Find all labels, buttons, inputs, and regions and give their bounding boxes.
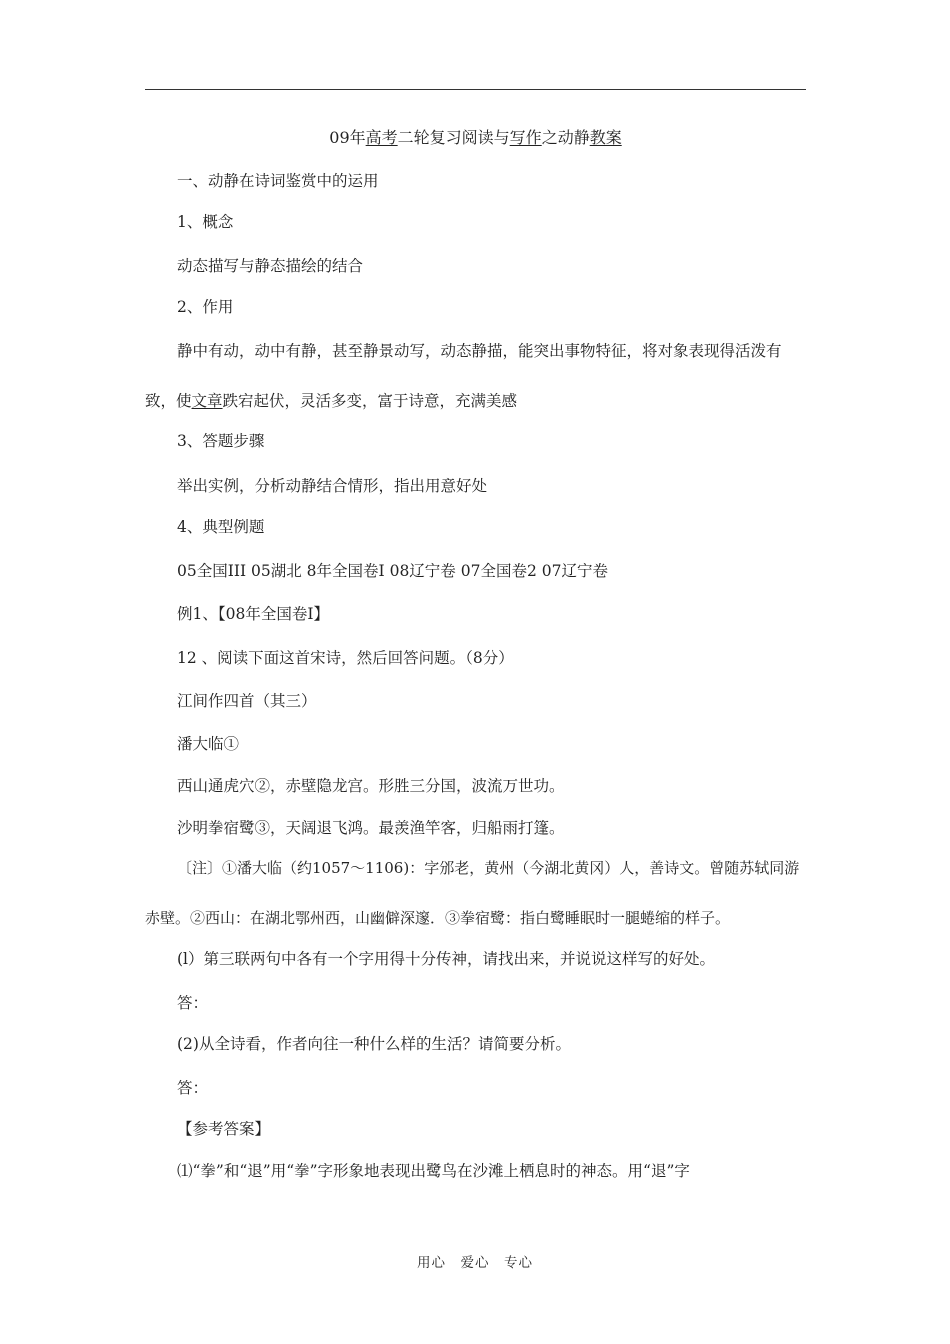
poem-title: 江间作四首（其三） [177,692,317,710]
question-1: (l）第三联两句中各有一个字用得十分传神，请找出来，并说说这样写的好处。 [177,950,716,968]
title-text: 之动静 [541,128,590,147]
paragraph: 05全国III 05湖北 8年全国卷Ⅰ 08辽宁卷 07全国卷2 07辽宁卷 [177,562,608,580]
paragraph: 举出实例，分析动静结合情形，指出用意好处 [177,477,488,495]
answer-label: 答： [177,994,209,1012]
document-title [145,125,806,148]
paragraph: 动态描写与静态描绘的结合 [177,257,364,275]
subheading-examples: 4、典型例题 [177,518,265,536]
annotation: 〔注〕①潘大临（约1057～1106)：字邠老，黄州（今湖北黄冈）人，善诗文。曾随苏轼同游 [177,859,800,877]
reference-answer: ⑴“拳”和“退”用“拳”字形象地表现出鹭鸟在沙滩上栖息时的神态。用“退”字 [177,1162,690,1180]
annotation: 赤壁。②西山：在湖北鄂州西，山幽僻深邃．③拳宿鹭：指白鹭睡眠时一腿蜷缩的样子。 [145,909,731,927]
poem-author: 潘大临① [177,735,240,753]
paragraph: 静中有动，动中有静，甚至静景动写，动态静描，能突出事物特征，将对象表现得活泼有 [177,342,782,360]
question-intro: 12 、阅读下面这首宋诗，然后回答问题。（8分） [177,649,514,667]
link-article[interactable]: 文章 [191,392,223,410]
title-link-gaokao[interactable]: 高考 [365,128,398,147]
question-2: (2)从全诗看，作者向往一种什么样的生活？请简要分析。 [177,1035,571,1053]
subheading-function: 2、作用 [177,298,234,316]
poem-verse: 沙明拳宿鹭③，天阔退飞鸿。最羡渔竿客，归船雨打篷。 [177,819,565,837]
poem-verse: 西山通虎穴②，赤壁隐龙宫。形胜三分国，波流万世功。 [177,777,565,795]
section-heading: 一、动静在诗词鉴赏中的运用 [177,172,379,190]
paragraph [145,390,517,412]
page-footer: 用心 爱心 专心 [417,1255,533,1271]
title-link-writing[interactable]: 写作 [509,128,542,147]
title-link-lesson-plan[interactable]: 教案 [589,128,622,147]
title-text: 09年 [329,128,366,147]
text: 致，使 [145,392,192,410]
reference-heading: 【参考答案】 [177,1120,271,1138]
subheading-steps: 3、答题步骤 [177,432,265,450]
header-rule [145,89,806,90]
subheading-concept: 1、概念 [177,213,234,231]
answer-label: 答： [177,1079,209,1097]
example-heading: 例1、【08年全国卷Ⅰ】 [177,605,329,623]
title-text: 二轮复习阅读与 [397,128,510,147]
text: 跌宕起伏，灵活多变，富于诗意，充满美感 [222,392,518,410]
